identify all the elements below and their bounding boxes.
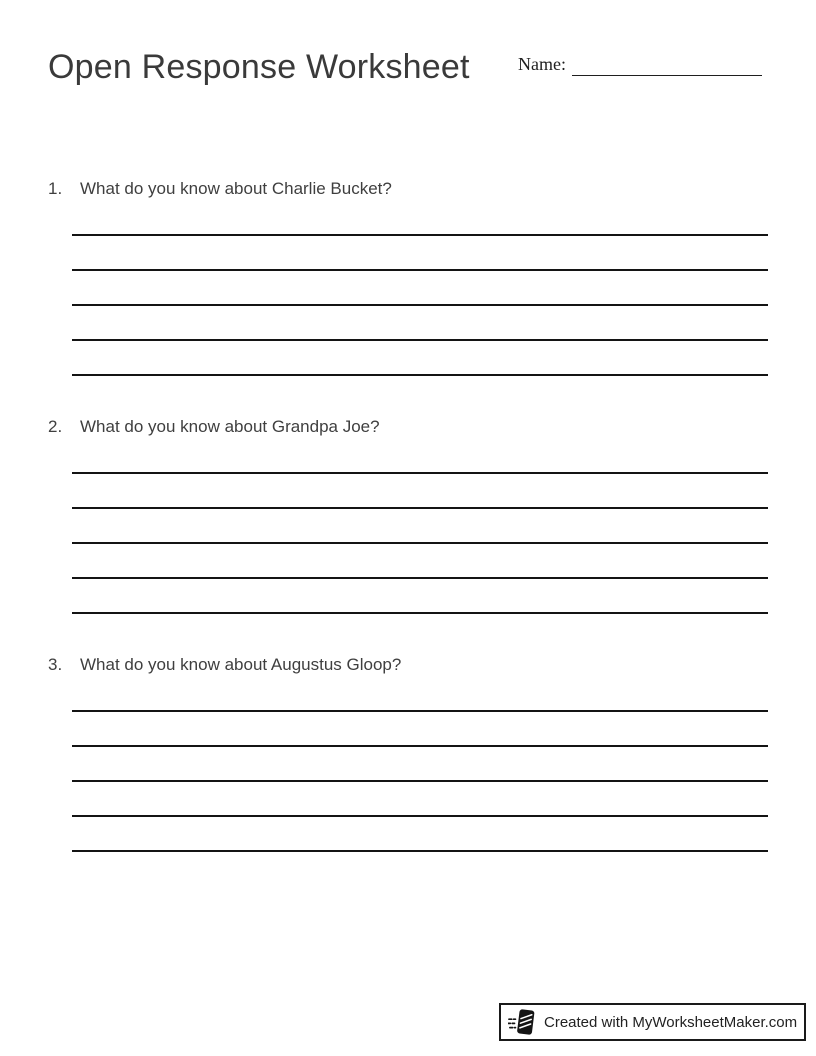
question-number: 2. (48, 417, 63, 436)
question-block-2 (48, 416, 768, 614)
answer-line (72, 712, 768, 747)
question-row (48, 178, 768, 200)
answer-lines (72, 677, 768, 852)
question-row (48, 654, 768, 676)
answer-lines (72, 201, 768, 376)
answer-line (72, 747, 768, 782)
answer-line (72, 544, 768, 579)
worksheet-maker-logo-icon (508, 1008, 536, 1036)
answer-line (72, 782, 768, 817)
name-field (518, 52, 762, 76)
question-number: 3. (48, 655, 63, 674)
answer-lines (72, 439, 768, 614)
name-blank-line (572, 53, 762, 76)
answer-line (72, 236, 768, 271)
name-label: Name: (518, 54, 566, 74)
answer-line (72, 817, 768, 852)
answer-line (72, 579, 768, 614)
footer-credit-text: Created with MyWorksheetMaker.com (544, 1013, 798, 1031)
footer-credit-badge[interactable] (499, 1003, 806, 1041)
question-row (48, 416, 768, 438)
answer-line (72, 509, 768, 544)
question-block-3 (48, 654, 768, 852)
question-text: What do you know about Charlie Bucket? (80, 179, 392, 198)
question-number: 1. (48, 179, 63, 198)
answer-line (72, 271, 768, 306)
answer-line (72, 201, 768, 236)
answer-line (72, 474, 768, 509)
answer-line (72, 306, 768, 341)
question-text: What do you know about Grandpa Joe? (80, 417, 380, 436)
page-title: Open Response Worksheet (48, 48, 470, 86)
answer-line (72, 677, 768, 712)
question-block-1 (48, 178, 768, 376)
answer-line (72, 341, 768, 376)
answer-line (72, 439, 768, 474)
question-text: What do you know about Augustus Gloop? (80, 655, 402, 674)
